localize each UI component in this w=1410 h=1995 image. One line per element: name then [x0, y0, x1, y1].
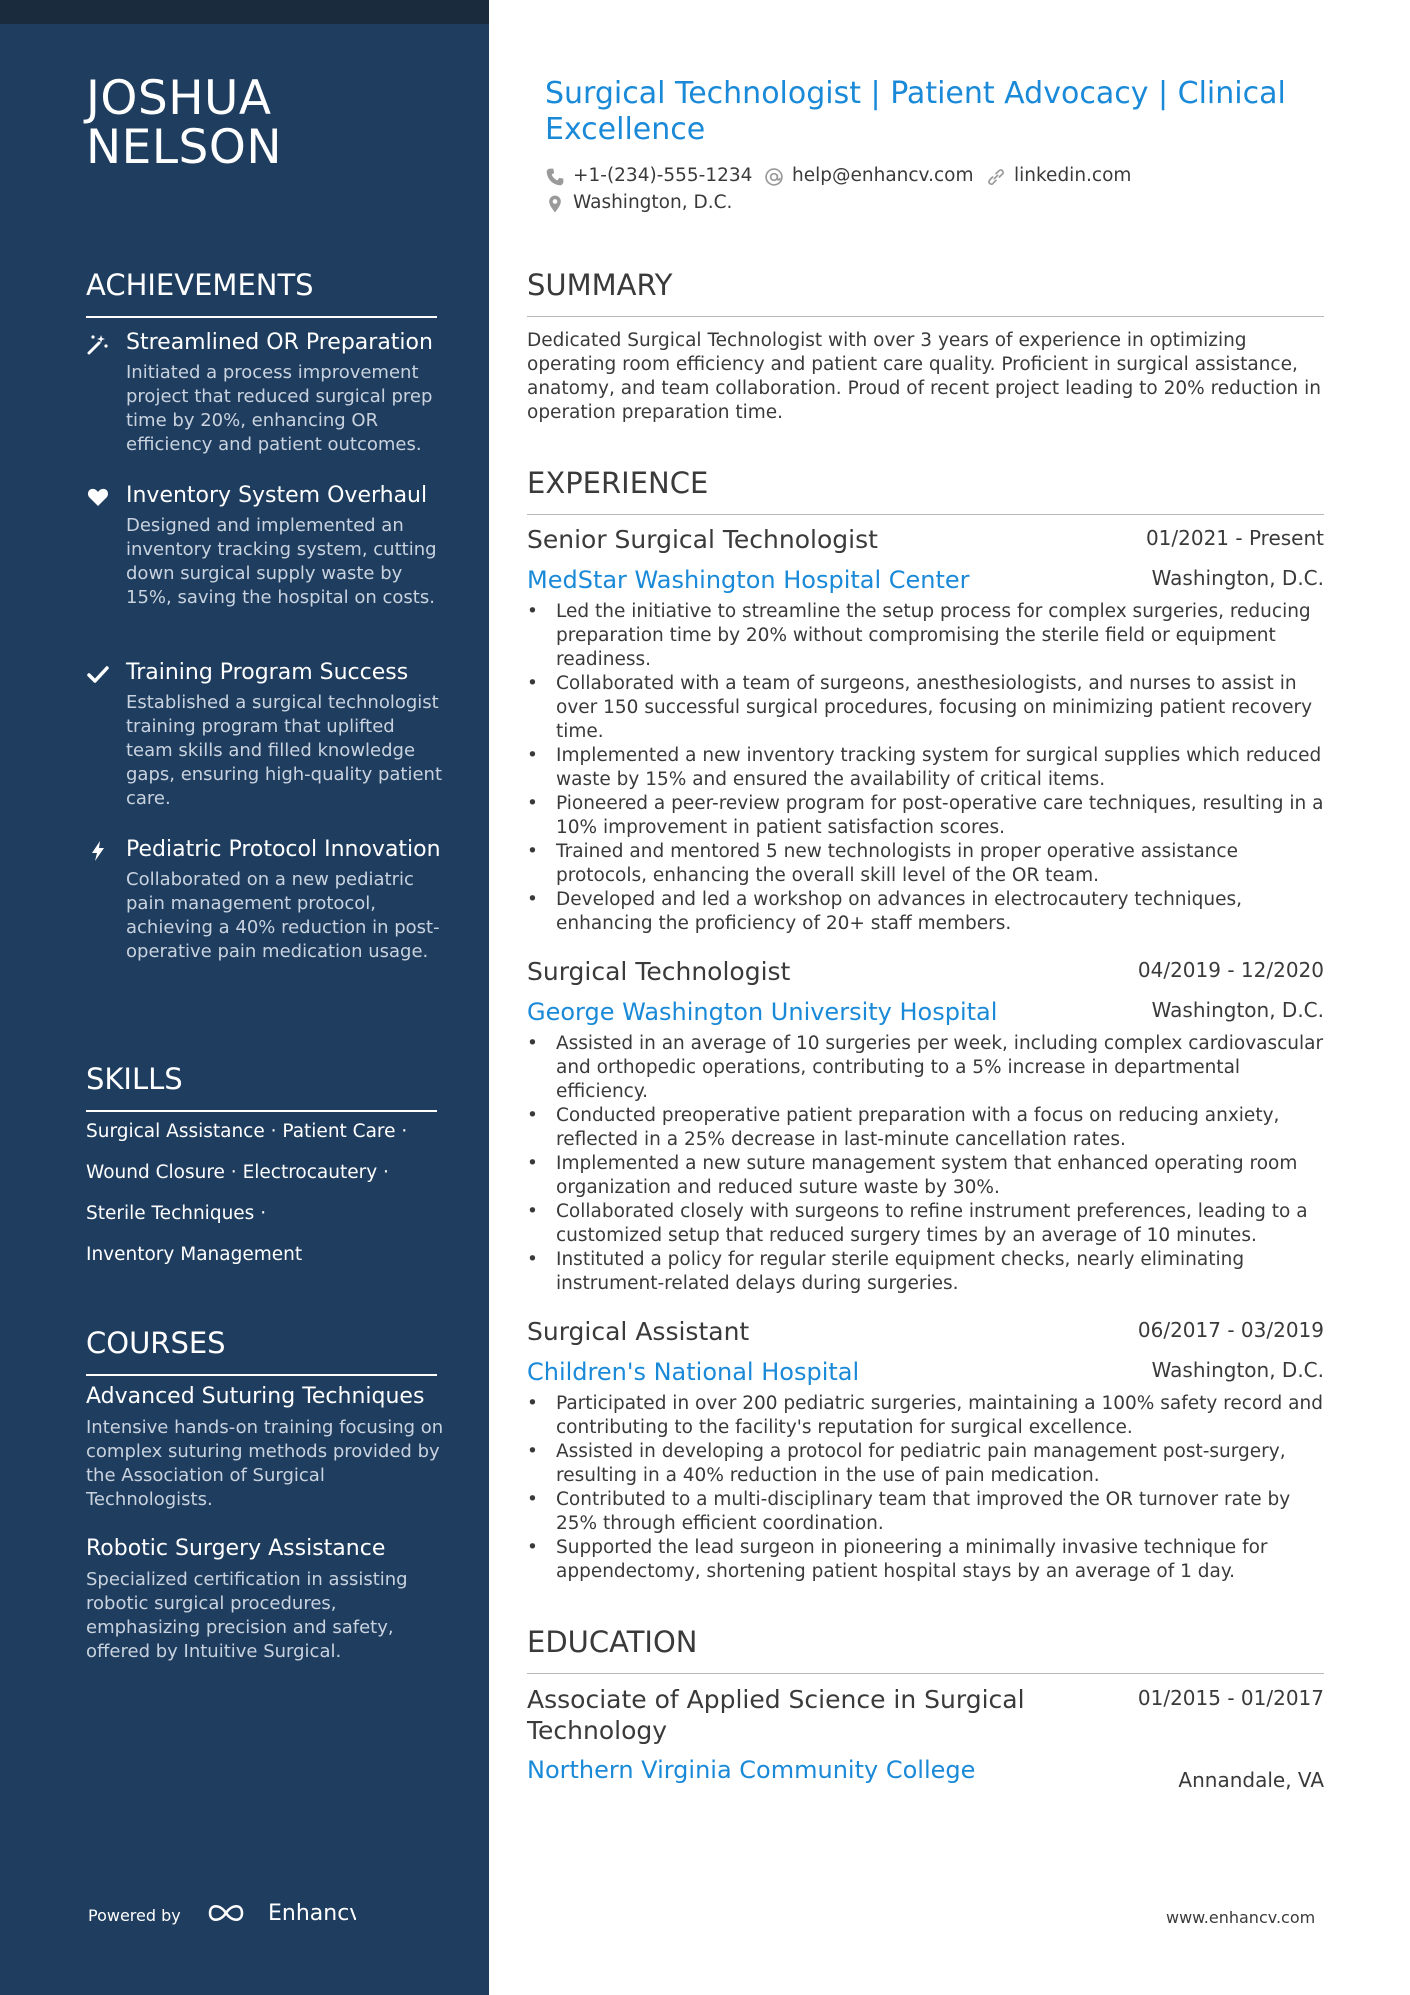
skills-heading: SKILLS: [86, 1062, 437, 1112]
job-bullet: • Collaborated with a team of surgeons, anesthesiologists, and nurses to assist in over 150 successful surgical procedures, focusing on minimizing patient recovery time.: [527, 672, 1324, 744]
achievement-item: [86, 481, 446, 610]
contact-location: [545, 192, 732, 213]
education-dates: 01/2015 - 01/2017: [1137, 1686, 1324, 1710]
job-dates: 04/2019 - 12/2020: [1137, 958, 1324, 982]
website-link[interactable]: www.enhancv.com: [1166, 1908, 1316, 1927]
job-bullet: • Assisted in an average of 10 surgeries per week, including complex cardiovascular and orthopedic operations, contributing to a 5% increase in departmental efficiency.: [527, 1032, 1324, 1104]
skills-line: Sterile Techniques ·: [86, 1203, 267, 1224]
achievement-title: Pediatric Protocol Innovation: [126, 837, 441, 862]
job-bullet: • Led the initiative to streamline the setup process for complex surgeries, reducing preparation time by 20% without compromising the sterile field or equipment readiness.: [527, 600, 1324, 672]
email-text: help@enhancv.com: [792, 165, 974, 186]
job-entry: [527, 524, 1324, 936]
job-location: Washington, D.C.: [1151, 1358, 1324, 1382]
education-entry: [527, 1684, 1324, 1792]
achievement-desc: Collaborated on a new pediatric pain management protocol, achieving a 40% reduction in post-operative pain medication usage.: [126, 869, 440, 962]
company-link[interactable]: Children's National Hospital: [527, 1358, 860, 1386]
contact-phone[interactable]: [545, 165, 752, 186]
course-desc: Intensive hands-on training focusing on complex suturing methods provided by the Association of Surgical Technologists.: [86, 1417, 444, 1510]
education-location: Annandale, VA: [1178, 1768, 1324, 1792]
achievement-title: Inventory System Overhaul: [126, 483, 428, 508]
magic-wand-icon: [86, 332, 110, 356]
course-title: Advanced Suturing Techniques: [86, 1384, 425, 1409]
job-title: Senior Surgical Technologist: [527, 525, 878, 554]
contact-linkedin[interactable]: [986, 165, 1131, 186]
job-bullet: • Trained and mentored 5 new technologists in proper operative assistance protocols, enhancing the overall skill level of the OR team.: [527, 840, 1324, 888]
school-link[interactable]: Northern Virginia Community College: [527, 1756, 976, 1784]
job-bullet: • Instituted a policy for regular sterile equipment checks, nearly eliminating instrument-related delays during surgeries.: [527, 1248, 1324, 1296]
job-location: Washington, D.C.: [1151, 998, 1324, 1022]
job-bullets: [527, 600, 1324, 936]
job-location: Washington, D.C.: [1151, 566, 1324, 590]
education-heading: EDUCATION: [527, 1625, 1324, 1674]
lightning-icon: [86, 839, 110, 863]
candidate-name: JOSHUA NELSON: [86, 71, 283, 175]
checkmark-icon: [86, 662, 110, 686]
course-desc: Specialized certification in assisting robotic surgical procedures, emphasizing precision and safety, offered by Intuitive Surgical.: [86, 1569, 408, 1662]
location-text: Washington, D.C.: [573, 192, 733, 213]
powered-by-label: Powered by: [88, 1906, 181, 1925]
achievement-item: [86, 835, 446, 964]
achievement-desc: Initiated a process improvement project that reduced surgical prep time by 20%, enhancing OR efficiency and patient outcomes.: [126, 362, 433, 455]
sidebar: [0, 0, 489, 1995]
course-title: Robotic Surgery Assistance: [86, 1536, 386, 1561]
achievement-title: Streamlined OR Preparation: [126, 330, 433, 355]
phone-text: +1-(234)-555-1234: [573, 165, 753, 186]
link-icon: [986, 167, 1006, 187]
enhancv-logo-icon: [206, 1898, 356, 1928]
job-dates: 01/2021 - Present: [1145, 526, 1324, 550]
brand-name: Enhancv: [268, 1901, 356, 1926]
phone-icon: [545, 167, 565, 187]
summary-heading: SUMMARY: [527, 268, 1324, 317]
job-bullets: [527, 1392, 1324, 1584]
achievements-heading: ACHIEVEMENTS: [86, 268, 437, 318]
at-icon: [764, 167, 784, 187]
experience-heading: EXPERIENCE: [527, 466, 1324, 515]
company-link[interactable]: George Washington University Hospital: [527, 998, 998, 1026]
job-bullet: • Implemented a new suture management system that enhanced operating room organization and reduced suture waste by 30%.: [527, 1152, 1324, 1200]
course-item: [86, 1534, 446, 1664]
skills-line: Inventory Management: [86, 1244, 303, 1265]
job-dates: 06/2017 - 03/2019: [1137, 1318, 1324, 1342]
job-bullet: • Pioneered a peer-review program for post-operative care techniques, resulting in a 10% improvement in patient satisfaction scores.: [527, 792, 1324, 840]
summary-text: Dedicated Surgical Technologist with over 3 years of experience in optimizing operating room efficiency and patient care quality. Proficient in surgical assistance, anatomy, and team collaboration. Proud of recent project leading to 20% reduction in operation preparation time.: [527, 330, 1322, 423]
location-pin-icon: [545, 194, 565, 214]
contact-email[interactable]: [764, 165, 973, 186]
job-bullet: • Developed and led a workshop on advances in electrocautery techniques, enhancing the proficiency of 20+ staff members.: [527, 888, 1324, 936]
job-entry: [527, 1316, 1324, 1584]
course-item: [86, 1382, 446, 1512]
heart-icon: [86, 485, 110, 509]
job-bullet: • Participated in over 200 pediatric surgeries, maintaining a 100% safety record and contributing to the facility's reputation for surgical excellence.: [527, 1392, 1324, 1440]
achievement-item: [86, 658, 446, 811]
job-bullets: [527, 1032, 1324, 1296]
achievement-desc: Designed and implemented an inventory tracking system, cutting down surgical supply waste by 15%, saving the hospital on costs.: [126, 515, 437, 608]
courses-heading: COURSES: [86, 1326, 437, 1376]
degree-title: Associate of Applied Science in Surgical Technology: [527, 1685, 1025, 1745]
skills-line: Surgical Assistance · Patient Care ·: [86, 1121, 408, 1142]
achievement-desc: Established a surgical technologist training program that uplifted team skills and filled knowledge gaps, ensuring high-quality patient care.: [126, 692, 443, 809]
job-title: Surgical Assistant: [527, 1317, 750, 1346]
job-bullet: • Conducted preoperative patient preparation with a focus on reducing anxiety, reflected in a 25% decrease in last-minute cancellation rates.: [527, 1104, 1324, 1152]
skills-line: Wound Closure · Electrocautery ·: [86, 1162, 389, 1183]
job-bullet: • Contributed to a multi-disciplinary team that improved the OR turnover rate by 25% through efficient coordination.: [527, 1488, 1324, 1536]
job-bullet: • Assisted in developing a protocol for pediatric pain management post-surgery, resulting in a 40% reduction in the use of pain medication.: [527, 1440, 1324, 1488]
achievement-item: [86, 328, 446, 457]
job-bullet: • Implemented a new inventory tracking system for surgical supplies which reduced waste by 15% and ensured the availability of critical items.: [527, 744, 1324, 792]
company-link[interactable]: MedStar Washington Hospital Center: [527, 566, 970, 594]
achievement-title: Training Program Success: [126, 660, 409, 685]
headline: Surgical Technologist | Patient Advocacy | Clinical Excellence: [545, 76, 1286, 147]
sidebar-top-band: [0, 0, 489, 24]
job-entry: [527, 956, 1324, 1296]
job-title: Surgical Technologist: [527, 957, 791, 986]
enhancv-logo[interactable]: [206, 1898, 356, 1932]
job-bullet: • Collaborated closely with surgeons to refine instrument preferences, leading to a customized setup that reduced surgery times by an average of 10 minutes.: [527, 1200, 1324, 1248]
linkedin-text: linkedin.com: [1014, 165, 1132, 186]
job-bullet: • Supported the lead surgeon in pioneering a minimally invasive technique for appendectomy, shortening patient hospital stays by an average of 1 day.: [527, 1536, 1324, 1584]
